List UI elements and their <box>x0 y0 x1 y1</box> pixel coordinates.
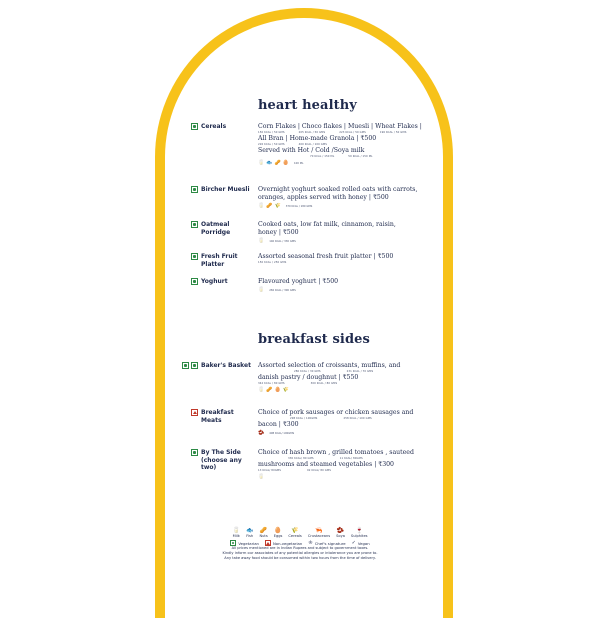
vegetarian-mark-icon <box>191 253 198 260</box>
calorie-value: 498 KCAL/ 100GMS <box>269 431 295 435</box>
item-description <box>258 449 428 480</box>
calorie-value: 150 KCAL / 250 GMS <box>258 261 287 264</box>
allergen-icons <box>258 430 428 436</box>
allergen-label: Nuts <box>259 534 268 538</box>
allergen-key-item <box>288 527 301 539</box>
allergen-icons <box>258 238 428 244</box>
allergen-key-item <box>246 527 253 539</box>
milk-icon: 🥛 <box>258 160 265 166</box>
milk-icon: 🥛 <box>232 527 240 534</box>
milk-icon: 🥛 <box>258 238 265 244</box>
allergen-icons <box>258 203 428 209</box>
item-description <box>258 409 428 436</box>
vegetarian-mark-icon <box>191 449 198 456</box>
item-name: Oatmeal Porridge <box>201 221 231 236</box>
calorie-line <box>258 261 428 265</box>
calorie-value: 400 KCAL / 100 GMS <box>298 143 327 146</box>
description-line: Overnight yoghurt soaked rolled oats with carrots, <box>258 186 418 193</box>
description-line: Flavoured yoghurt | ₹500 <box>258 278 339 285</box>
diet-marks <box>191 253 198 260</box>
section-title-breakfast-sides: breakfast sides <box>258 332 370 347</box>
allergen-key-item <box>232 527 239 539</box>
description-line: honey | ₹500 <box>258 229 299 236</box>
item-description <box>258 362 428 393</box>
allergen-label: Milk <box>232 534 240 538</box>
milk-icon: 🥛 <box>258 287 265 293</box>
description-line: oranges, apples served with honey | ₹500 <box>258 194 389 201</box>
description-line: Choice of pork sausages or chicken sausages and <box>258 409 414 416</box>
item-description <box>258 186 428 209</box>
diet-marks <box>191 221 198 228</box>
eggs-icon: 🥚 <box>274 527 282 534</box>
description-line: Choice of hash brown , grilled tomatoes , sauteed <box>258 449 414 456</box>
allergen-key <box>175 527 425 539</box>
allergen-icons <box>258 474 428 480</box>
description-line: bacon | ₹300 <box>258 421 299 428</box>
vegetarian-mark-icon <box>191 278 198 285</box>
allergen-label: Crustaceans <box>307 534 331 538</box>
legend-label: Chef's signature <box>314 540 346 546</box>
chef-hat-icon: ♔ <box>308 540 313 546</box>
non-vegetarian-mark-icon <box>191 409 198 416</box>
calorie-value: 59 KCAL / 150 ML <box>348 155 373 158</box>
item-description <box>258 278 428 293</box>
footer-notes <box>175 546 425 562</box>
description-line: mushrooms and steamed vegetables | ₹300 <box>258 461 394 468</box>
calorie-value: 13 KCAL/ 80GMS <box>258 469 282 472</box>
diet-marks <box>191 186 198 193</box>
section-title-heart-healthy: heart healthy <box>258 98 357 113</box>
item-name: Cereals <box>201 123 227 130</box>
allergen-label: Sulphites <box>350 534 368 538</box>
calorie-value: 258 KCAL / 100 GMS <box>343 417 372 420</box>
calorie-value: 280 KCAL / 30 GMS <box>294 370 321 373</box>
nuts-icon: 🥜 <box>266 203 273 209</box>
calorie-value: 231 KCAL / 70 GMS <box>346 370 374 373</box>
allergen-label: Fish <box>246 534 254 538</box>
description-line: Cooked oats, low fat milk, cinnamon, raisin, <box>258 221 396 228</box>
fish-icon: 🐟 <box>245 527 254 534</box>
nuts-icon: 🥜 <box>274 160 281 166</box>
allergen-key-item <box>308 527 330 539</box>
item-description <box>258 123 428 166</box>
calorie-value: 196 KCAL / 50 GMS <box>379 131 407 134</box>
calorie-value: 298 KCAL / 100GMS <box>290 417 318 420</box>
calorie-value: 100 ML <box>293 161 304 165</box>
item-name: Fresh Fruit Platter <box>201 253 238 268</box>
item-name: By The Side (choose any two) <box>201 449 242 471</box>
allergen-icons <box>258 287 428 293</box>
diet-marks <box>191 278 198 285</box>
eggs-icon: 🥚 <box>282 160 289 166</box>
menu-footer <box>175 527 425 562</box>
sulphites-icon: 🍷 <box>355 527 363 534</box>
milk-icon: 🥛 <box>258 474 265 480</box>
description-line: Served with Hot / Cold /Soya milk <box>258 147 365 154</box>
vegetarian-mark-icon <box>191 123 198 130</box>
description-line: Assorted seasonal fresh fruit platter | ₹500 <box>258 253 394 260</box>
milk-icon: 🥛 <box>258 387 265 393</box>
soya-icon: 🫘 <box>258 430 265 436</box>
calorie-value: 70 KCAL / 150 ML <box>310 155 335 158</box>
calorie-value: 223 KCAL / 50 GMS <box>339 131 366 134</box>
footer-note: Any take away food should be consumed within two hours from the time of delivery. <box>224 556 376 561</box>
nuts-icon: 🥜 <box>259 527 268 534</box>
legend-label: Vegetarian <box>238 540 259 546</box>
allergen-label: Cereals <box>288 534 302 538</box>
legend-label: Vegan <box>357 540 370 546</box>
calorie-value: 140 KCAL / 330 GMS <box>269 239 296 243</box>
description-line: Corn Flakes | Choco flakes | Muesli | Wheat Flakes | <box>258 123 422 130</box>
diet-marks <box>191 449 198 456</box>
allergen-key-item <box>351 527 368 539</box>
item-name: Baker's Basket <box>201 362 251 369</box>
description-line: danish pastry / doughnut | ₹550 <box>258 374 359 381</box>
calorie-value: 92 KCAL/ 80 GMS <box>307 469 331 472</box>
allergen-label: Soya <box>336 534 345 538</box>
calorie-line <box>258 155 428 159</box>
diet-marks <box>182 362 198 369</box>
calorie-line <box>258 382 428 386</box>
soya-icon: 🫘 <box>336 527 345 534</box>
vegetarian-mark-icon <box>191 186 198 193</box>
fish-icon: 🐟 <box>266 160 273 166</box>
vegetarian-mark-icon <box>182 362 189 369</box>
cereals-icon: 🌾 <box>291 527 299 534</box>
calorie-value: 226 KCAL / 50 GMS <box>258 143 285 146</box>
item-name: Yoghurt <box>201 278 228 285</box>
allergen-key-item <box>259 527 267 539</box>
item-description <box>258 253 428 265</box>
item-name: Bircher Muesli <box>201 186 250 193</box>
footer-note: Kindly inform our associates of any potential allergies or intolerance you are prone to. <box>222 551 378 556</box>
diet-marks <box>191 123 198 130</box>
description-line: Assorted selection of croissants, muffins, and <box>258 362 401 369</box>
allergen-key-item <box>336 527 345 539</box>
calorie-value: 300 KCAL / 80 GMS <box>310 382 338 385</box>
calorie-value: 205 KCAL / 50 GMS <box>298 131 326 134</box>
vegetarian-mark-icon <box>191 221 198 228</box>
footer-note: All prices mentioned are in Indian Rupees and subject to government taxes. <box>231 546 369 550</box>
item-description <box>258 221 428 244</box>
calorie-value: 370 KCAL / 180 GMS <box>285 204 313 208</box>
nuts-icon: 🥜 <box>266 387 273 393</box>
eggs-icon: 🥚 <box>274 387 281 393</box>
vegan-leaf-icon: ✓ <box>351 540 356 546</box>
legend-label: Non-vegetarian <box>272 540 303 546</box>
calorie-value: 330 KCAL/ 80 GMS <box>288 457 314 460</box>
item-name: Breakfast Meats <box>201 409 234 424</box>
calorie-value: 150 KCAL / 50 GMS <box>258 131 285 134</box>
allergen-label: Eggs <box>273 534 283 538</box>
cereals-icon: 🌾 <box>282 387 289 393</box>
vegetarian-mark-icon <box>191 362 198 369</box>
calorie-value: 342 KCAL / 80 GMS <box>258 382 285 385</box>
allergen-icons <box>258 387 428 393</box>
allergen-icons <box>258 160 428 166</box>
calorie-value: 282 KCAL / 300 GMS <box>269 288 296 292</box>
cereals-icon: 🌾 <box>274 203 281 209</box>
milk-icon: 🥛 <box>258 203 265 209</box>
diet-marks <box>191 409 198 416</box>
description-line: All Bran | Home-made Granola | ₹500 <box>258 135 377 142</box>
crustaceans-icon: 🦐 <box>315 527 323 534</box>
calorie-value: 11 KCAL/ 80GMS <box>339 457 363 460</box>
allergen-key-item <box>274 527 283 539</box>
calorie-line <box>258 469 428 473</box>
